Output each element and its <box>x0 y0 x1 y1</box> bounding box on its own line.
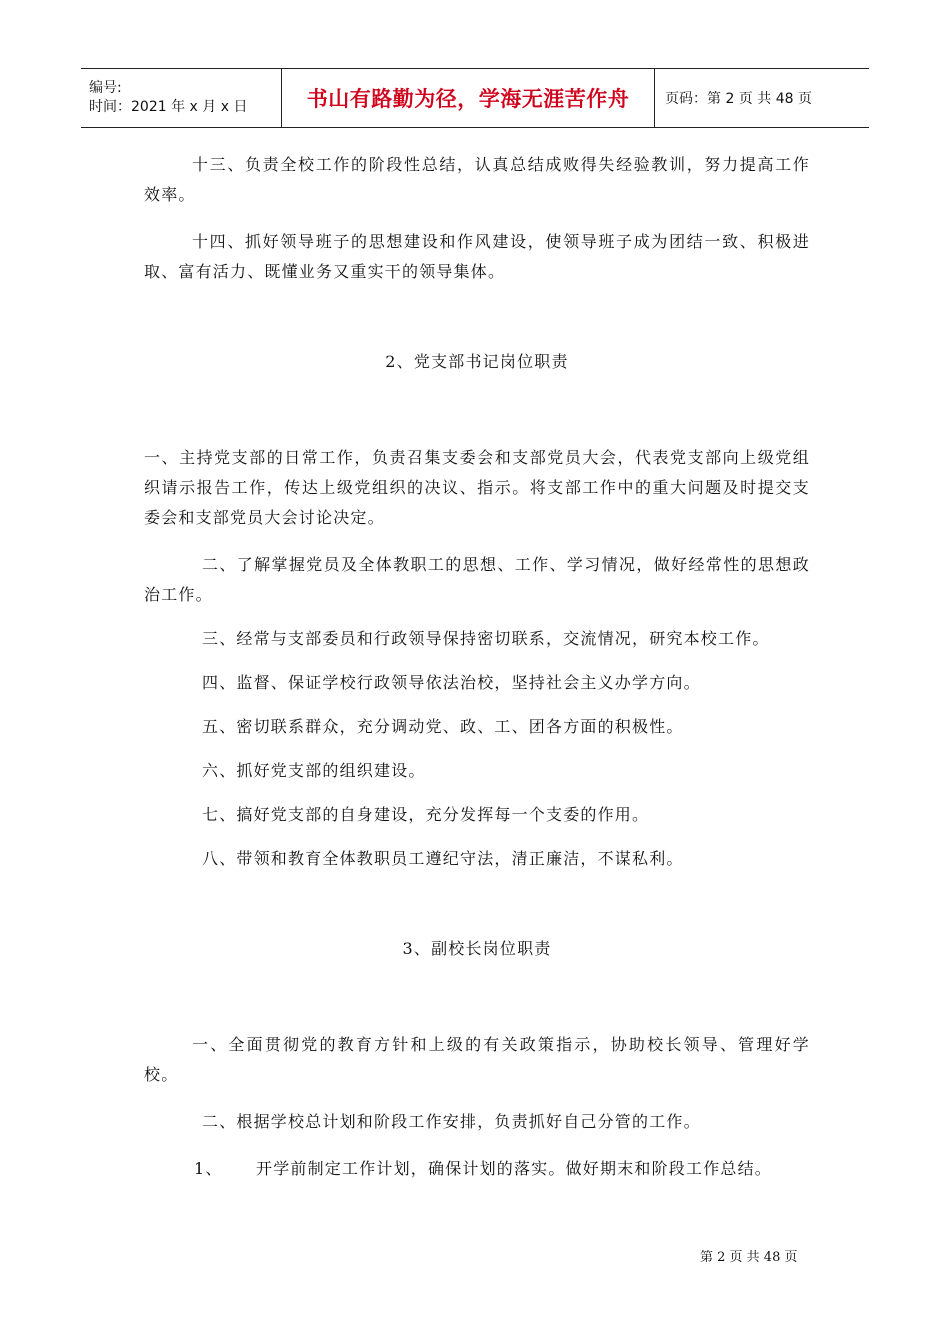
footer-page-number: 第 2 页 共 48 页 <box>700 1250 798 1265</box>
paragraph: 五、密切联系群众，充分调动党、政、工、团各方面的积极性。 <box>202 717 684 736</box>
document-date: 时间：2021 年 x 月 x 日 <box>89 99 248 115</box>
numbered-item <box>144 1154 810 1184</box>
paragraph: 三、经常与支部委员和行政领导保持密切联系，交流情况，研究本校工作。 <box>202 629 770 648</box>
paragraph: 十四、抓好领导班子的思想建设和作风建设，使领导班子成为团结一致、积极进取、富有活力、既懂业务又重实干的领导集体。 <box>144 232 810 281</box>
header-page-number: 页码：第 2 页 共 48 页 <box>665 91 812 107</box>
document-body <box>144 150 810 1184</box>
section-heading: 2、党支部书记岗位职责 <box>385 352 569 371</box>
paragraph: 四、监督、保证学校行政领导依法治校，坚持社会主义办学方向。 <box>202 673 701 692</box>
section-heading: 3、副校长岗位职责 <box>402 939 552 958</box>
document-header <box>81 68 869 128</box>
paragraph: 一、主持党支部的日常工作，负责召集支委会和支部党员大会，代表党支部向上级党组织请示报告工作，传达上级党组织的决议、指示。将支部工作中的重大问题及时提交支委会和支部党员大会讨论决定。 <box>144 448 810 527</box>
header-motto-cell <box>282 69 655 127</box>
paragraph: 六、抓好党支部的组织建设。 <box>202 761 426 780</box>
paragraph: 二、根据学校总计划和阶段工作安排，负责抓好自己分管的工作。 <box>202 1112 701 1131</box>
item-number: 1、 <box>194 1159 223 1178</box>
header-page-cell <box>655 69 869 127</box>
document-number-label: 编号: <box>89 80 122 96</box>
paragraph: 八、带领和教育全体教职员工遵纪守法，清正廉洁，不谋私利。 <box>202 849 684 868</box>
header-motto: 书山有路勤为径，学海无涯苦作舟 <box>306 87 630 111</box>
paragraph: 十三、负责全校工作的阶段性总结，认真总结成败得失经验教训，努力提高工作效率。 <box>144 155 810 204</box>
header-meta <box>81 69 282 127</box>
paragraph: 一、全面贯彻党的教育方针和上级的有关政策指示，协助校长领导、管理好学校。 <box>144 1035 810 1084</box>
item-text: 开学前制定工作计划，确保计划的落实。做好期末和阶段工作总结。 <box>256 1159 773 1178</box>
paragraph: 二、了解掌握党员及全体教职工的思想、工作、学习情况，做好经常性的思想政治工作。 <box>144 555 810 604</box>
paragraph: 七、搞好党支部的自身建设，充分发挥每一个支委的作用。 <box>202 805 650 824</box>
